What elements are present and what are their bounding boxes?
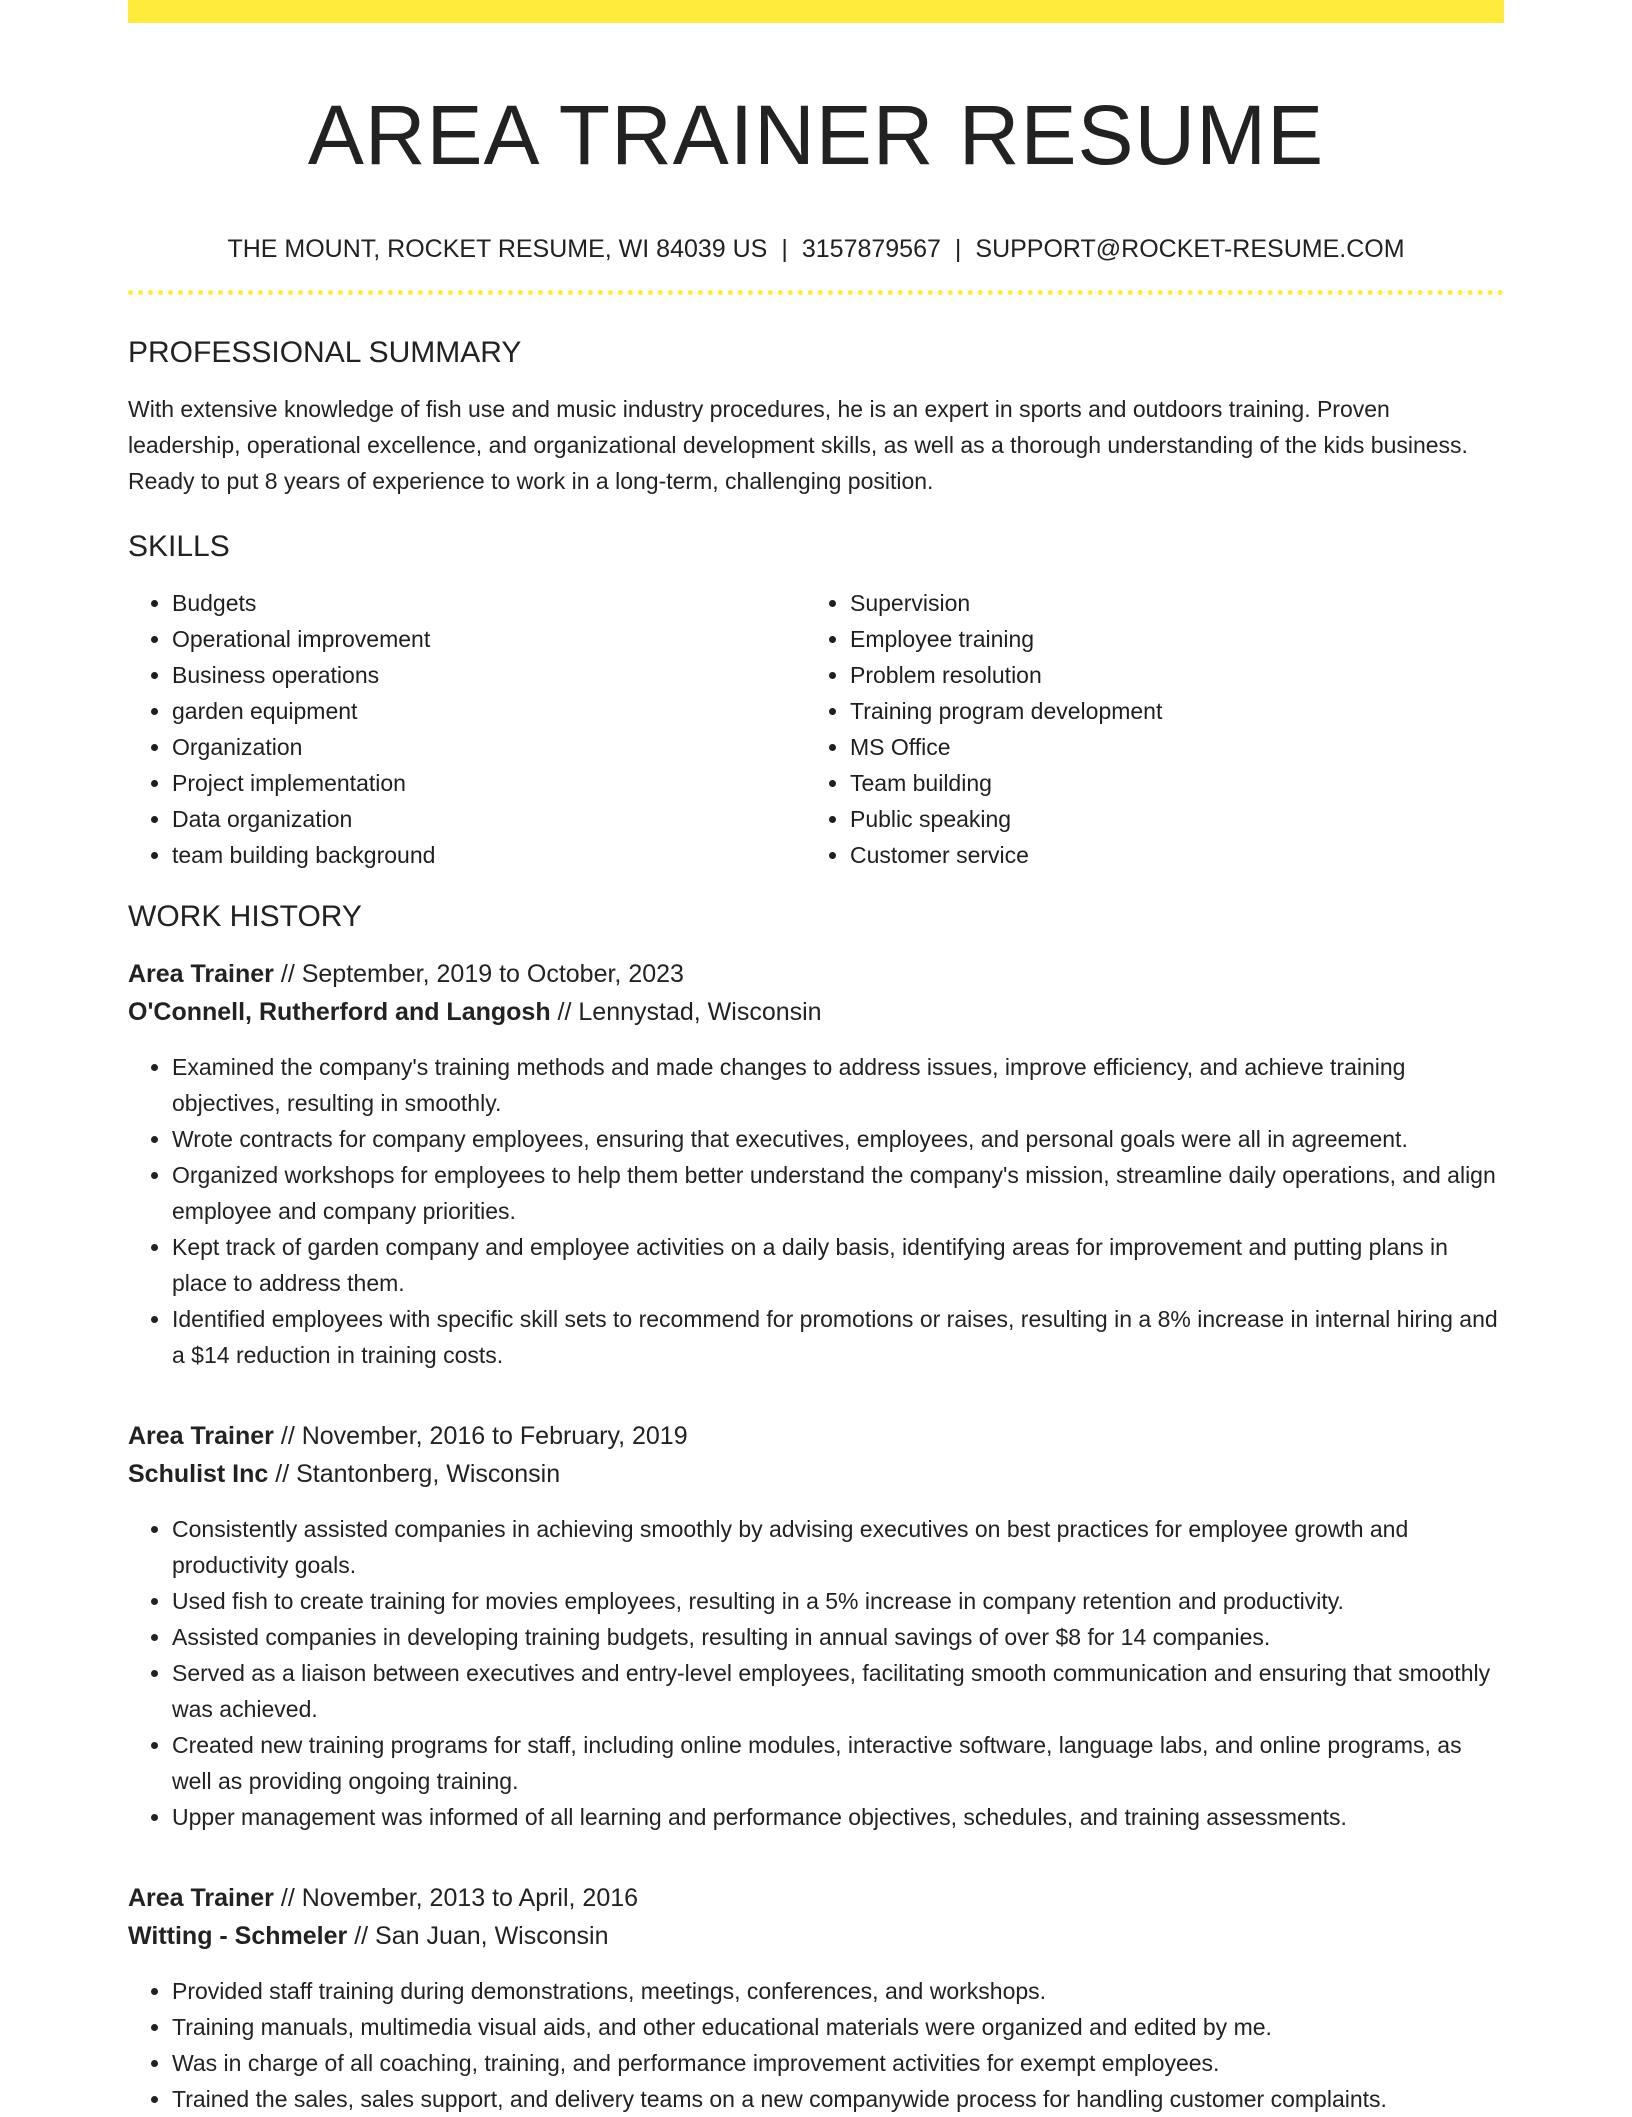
job-location: Stantonberg, Wisconsin	[296, 1459, 561, 1488]
skills-grid	[128, 585, 1504, 873]
job-bullet: • Organized workshops for employees to help them better understand the company's mission, streamline daily operations, and align employee and company priorities.	[172, 1157, 1504, 1229]
contact-address: THE MOUNT, ROCKET RESUME, WI 84039 US	[227, 234, 768, 263]
skill-item: • Supervision	[850, 585, 1484, 621]
job-separator: //	[273, 1421, 302, 1450]
job-company-line	[128, 1455, 1504, 1493]
job-company-line	[128, 1917, 1504, 1955]
skill-item: • Employee training	[850, 621, 1484, 657]
job-bullet: • Created new training programs for staff, including online modules, interactive software, language labs, and online programs, as well as providing ongoing training.	[172, 1727, 1504, 1799]
job-bullet: • Identified employees with specific skill sets to recommend for promotions or raises, resulting in a 8% increase in internal hiring and a $14 reduction in training costs.	[172, 1301, 1504, 1373]
skill-item: • Team building	[850, 765, 1484, 801]
skills-heading: SKILLS	[128, 529, 230, 563]
job-bullet: • Used fish to create training for movies employees, resulting in a 5% increase in company retention and productivity.	[172, 1583, 1504, 1619]
skill-item: • Organization	[172, 729, 806, 765]
job-dates: November, 2016 to February, 2019	[301, 1421, 688, 1450]
job-separator: //	[273, 1883, 302, 1912]
job-bullet: • Training manuals, multimedia visual aids, and other educational materials were organized and edited by me.	[172, 2009, 1504, 2045]
resume-page	[128, 0, 1504, 2117]
job-role: Area Trainer	[128, 1421, 274, 1450]
job-role-line	[128, 1417, 1504, 1455]
job-bullet-list	[128, 1511, 1504, 1835]
contact-line	[128, 234, 1504, 264]
dotted-divider	[128, 290, 1504, 295]
job-role-line	[128, 955, 1504, 993]
job-entry	[128, 955, 1504, 1373]
contact-email: SUPPORT@ROCKET-RESUME.COM	[975, 234, 1405, 263]
job-role: Area Trainer	[128, 959, 274, 988]
skills-left-list	[128, 585, 806, 873]
job-role: Area Trainer	[128, 1883, 274, 1912]
job-location: Lennystad, Wisconsin	[578, 997, 822, 1026]
skill-item: • Public speaking	[850, 801, 1484, 837]
job-bullet: • Provided staff training during demonstrations, meetings, conferences, and workshops.	[172, 1973, 1504, 2009]
job-company-line	[128, 993, 1504, 1031]
job-separator: //	[268, 1459, 297, 1488]
skill-item: • garden equipment	[172, 693, 806, 729]
skill-item: • team building background	[172, 837, 806, 873]
job-company: O'Connell, Rutherford and Langosh	[128, 997, 551, 1026]
job-bullet-list	[128, 1973, 1504, 2117]
job-bullet: • Served as a liaison between executives and entry-level employees, facilitating smooth communication and ensuring that smoothly was achieved.	[172, 1655, 1504, 1727]
skill-item: • Training program development	[850, 693, 1484, 729]
job-separator: //	[273, 959, 302, 988]
skill-item: • Problem resolution	[850, 657, 1484, 693]
job-bullet: • Upper management was informed of all learning and performance objectives, schedules, and training assessments.	[172, 1799, 1504, 1835]
job-bullet: • Assisted companies in developing training budgets, resulting in annual savings of over $8 for 14 companies.	[172, 1619, 1504, 1655]
skill-item: • Budgets	[172, 585, 806, 621]
job-bullet: • Wrote contracts for company employees, ensuring that executives, employees, and personal goals were all in agreement.	[172, 1121, 1504, 1157]
summary-text: With extensive knowledge of fish use and music industry procedures, he is an expert in sports and outdoors training. Proven leadership, operational excellence, and organizational development skills, as well as a thorough understanding of the kids business. Ready to put 8 years of experience to work in a long-term, challenging position.	[128, 395, 1468, 494]
work-history-list	[128, 955, 1504, 2117]
job-dates: September, 2019 to October, 2023	[301, 959, 684, 988]
skill-item: • Operational improvement	[172, 621, 806, 657]
contact-separator: |	[781, 234, 788, 263]
job-location: San Juan, Wisconsin	[375, 1921, 609, 1950]
job-bullet: • Trained the sales, sales support, and delivery teams on a new companywide process for handling customer complaints.	[172, 2081, 1504, 2117]
job-separator: //	[550, 997, 579, 1026]
skill-item: • MS Office	[850, 729, 1484, 765]
skill-item: • Business operations	[172, 657, 806, 693]
job-bullet: • Consistently assisted companies in achieving smoothly by advising executives on best practices for employee growth and productivity goals.	[172, 1511, 1504, 1583]
job-role-line	[128, 1879, 1504, 1917]
job-entry	[128, 1417, 1504, 1835]
work-history-heading: WORK HISTORY	[128, 899, 362, 933]
summary-heading: PROFESSIONAL SUMMARY	[128, 335, 522, 369]
job-separator: //	[347, 1921, 376, 1950]
job-company: Witting - Schmeler	[128, 1921, 348, 1950]
contact-separator: |	[954, 234, 962, 263]
job-bullet: • Was in charge of all coaching, training, and performance improvement activities for exempt employees.	[172, 2045, 1504, 2081]
job-company: Schulist Inc	[128, 1459, 269, 1488]
accent-top-bar	[128, 0, 1504, 23]
resume-title: AREA TRAINER RESUME	[307, 88, 1325, 182]
job-bullet: • Kept track of garden company and employee activities on a daily basis, identifying areas for improvement and putting plans in place to address them.	[172, 1229, 1504, 1301]
job-bullet-list	[128, 1049, 1504, 1373]
skills-right-list	[806, 585, 1484, 873]
job-bullet: • Examined the company's training methods and made changes to address issues, improve efficiency, and achieve training objectives, resulting in smoothly.	[172, 1049, 1504, 1121]
job-dates: November, 2013 to April, 2016	[301, 1883, 639, 1912]
contact-phone: 3157879567	[801, 234, 941, 263]
skill-item: • Customer service	[850, 837, 1484, 873]
job-entry	[128, 1879, 1504, 2117]
skill-item: • Data organization	[172, 801, 806, 837]
skill-item: • Project implementation	[172, 765, 806, 801]
